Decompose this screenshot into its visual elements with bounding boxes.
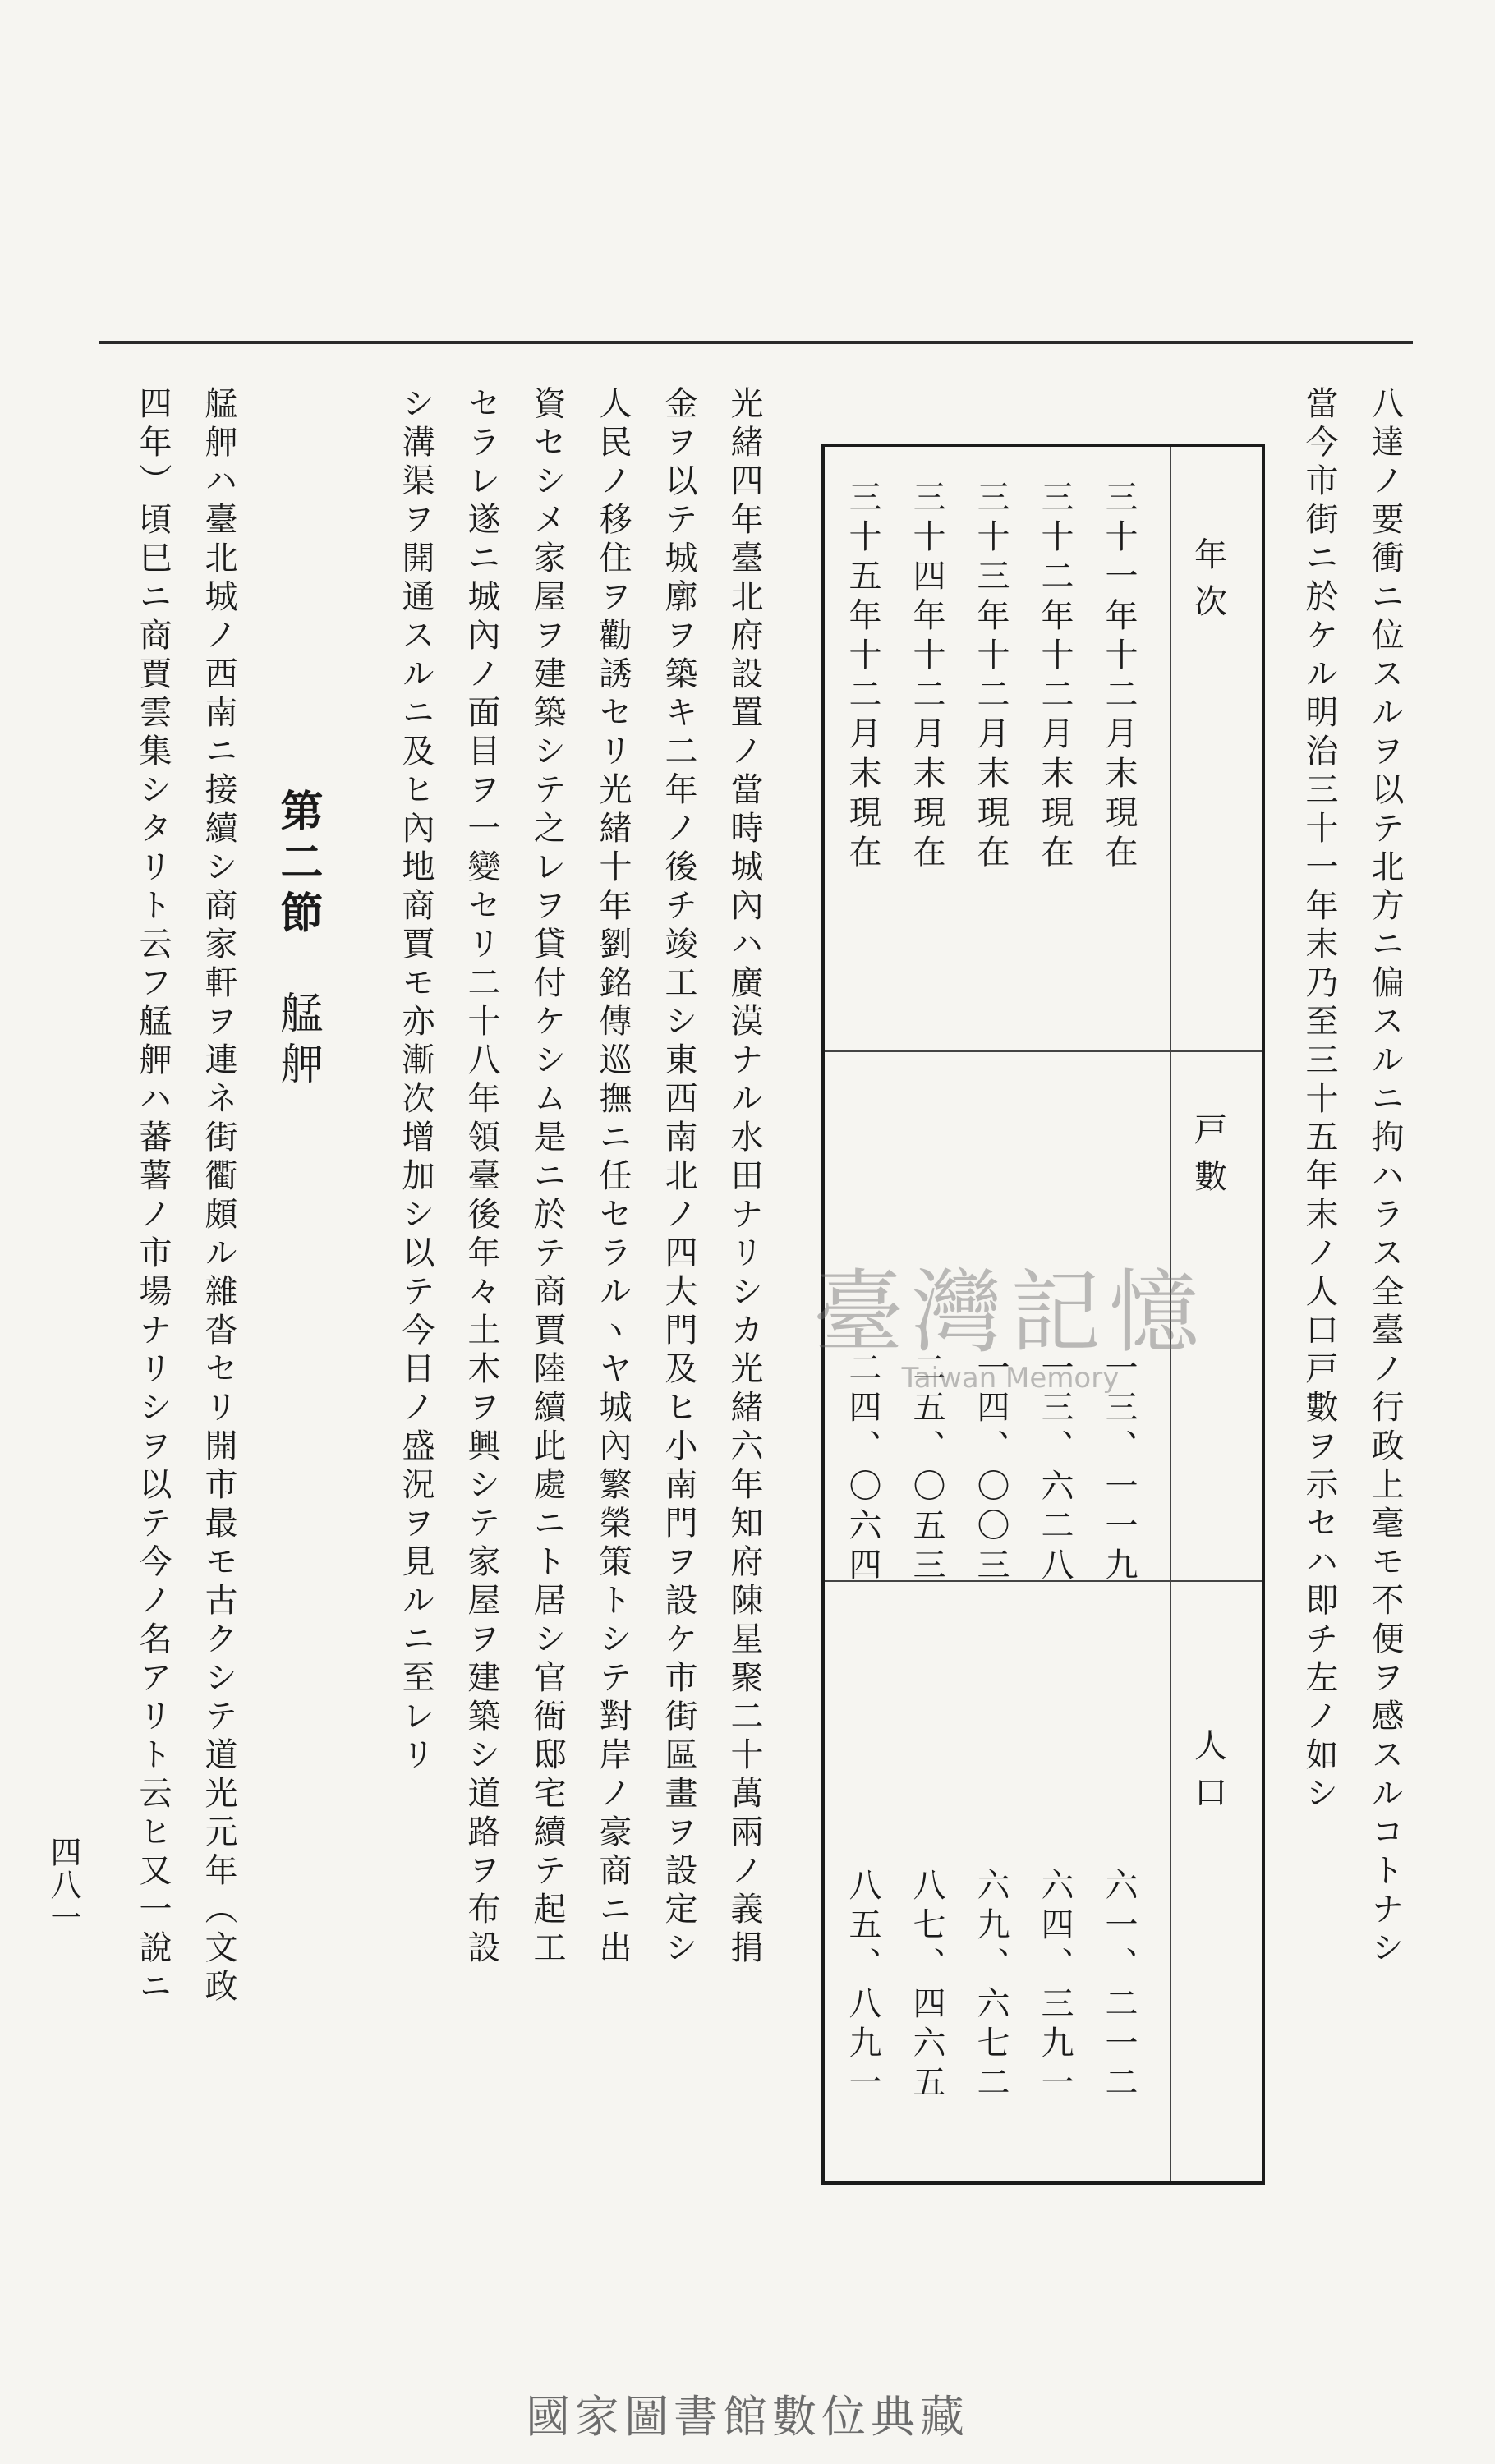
watermark-sub: Taiwan Memory	[901, 1362, 1120, 1395]
header-population: 人 口	[1194, 1727, 1227, 1812]
table-cell-period-1: 三十一年十二月末現在	[1100, 480, 1138, 874]
text-column-3: 光緒四年臺北府設置ノ當時城內ハ廣漠ナル水田ナリシカ光緒六年知府陳星聚二十萬兩ノ義捐	[725, 386, 763, 1969]
text-column-4: 金ヲ以テ城廓ヲ築キ二年ノ後チ竣工シ東西南北ノ四大門及ヒ小南門ヲ設ケ市街區畫ヲ設定シ	[660, 386, 697, 1969]
text-column-7: セラレ遂ニ城內ノ面目ヲ一變セリ二十八年領臺後年々土木ヲ興シテ家屋ヲ建築シ道路ヲ布設	[462, 386, 500, 1969]
table-cell-population-3: 六九、六七二	[972, 1868, 1010, 2104]
table-cell-households-5: 二四、〇六四	[844, 1350, 881, 1587]
table-cell-population-2: 六四、三九一	[1036, 1868, 1074, 2104]
text-column-6: 資セシメ家屋ヲ建築シテ之レヲ貸付ケシム是ニ於テ商賈陸續此處ニト居シ官衙邸宅續テ起工	[528, 386, 566, 1969]
page-number: 四八一	[45, 1836, 81, 1934]
row-divider-1	[825, 1050, 1262, 1052]
table-cell-period-5: 三十五年十二月末現在	[844, 480, 881, 874]
section-heading	[267, 788, 329, 1092]
text-column-1: 八達ノ要衝ニ位スルヲ以テ北方ニ偏スルニ拘ハラス全臺ノ行政上毫モ不便ヲ感スルコトナシ	[1366, 386, 1404, 1969]
text-column-2: 當今市街ニ於ケル明治三十一年末乃至三十五年末ノ人口戸數ヲ示セハ即チ左ノ如シ	[1300, 386, 1338, 1814]
header-period: 年 次	[1194, 536, 1227, 621]
table-cell-population-5: 八五、八九一	[844, 1868, 881, 2104]
table-cell-period-3: 三十三年十二月末現在	[972, 480, 1010, 874]
section-title: 艋舺	[273, 991, 322, 1092]
footer-credit: 國家圖書館數位典藏	[526, 2391, 969, 2443]
text-column-8: シ溝渠ヲ開通スルニ及ヒ內地商賈モ亦漸次增加シ以テ今日ノ盛況ヲ見ルニ至レリ	[397, 386, 435, 1776]
header-households: 戸 數	[1194, 1111, 1227, 1196]
section-number: 第二節	[273, 788, 323, 941]
text-column-5: 人民ノ移住ヲ勸誘セリ光緒十年劉銘傳巡撫ニ任セラルヽヤ城內繁榮策トシテ對岸ノ豪商ニ出	[594, 386, 632, 1969]
table-cell-households-2: 一三、六二八	[1036, 1350, 1074, 1587]
table-cell-households-3: 一四、〇〇三	[972, 1350, 1010, 1587]
table-cell-population-4: 八七、四六五	[908, 1868, 945, 2104]
watermark-logo	[780, 1240, 1240, 1395]
table-cell-population-1: 六一、二一二	[1100, 1868, 1138, 2104]
table-cell-period-4: 三十四年十二月末現在	[908, 480, 945, 874]
table-cell-households-4: 二五、〇五三	[908, 1350, 945, 1587]
table-cell-households-1: 一三、一一九	[1100, 1350, 1138, 1587]
text-column-10: 四年）頃巳ニ商賈雲集シタリト云フ艋舺ハ蕃薯ノ市場ナリシヲ以テ今ノ名アリト云ヒ又一說ニ	[134, 386, 172, 2007]
text-column-9: 艋舺ハ臺北城ノ西南ニ接續シ商家軒ヲ連ネ街衢頗ル雜沓セリ開市最モ古クシテ道光元年（文政	[200, 386, 237, 2007]
table-cell-period-2: 三十二年十二月末現在	[1036, 480, 1074, 874]
watermark-main: 臺灣記憶	[813, 1260, 1208, 1365]
top-rule	[99, 341, 1413, 344]
